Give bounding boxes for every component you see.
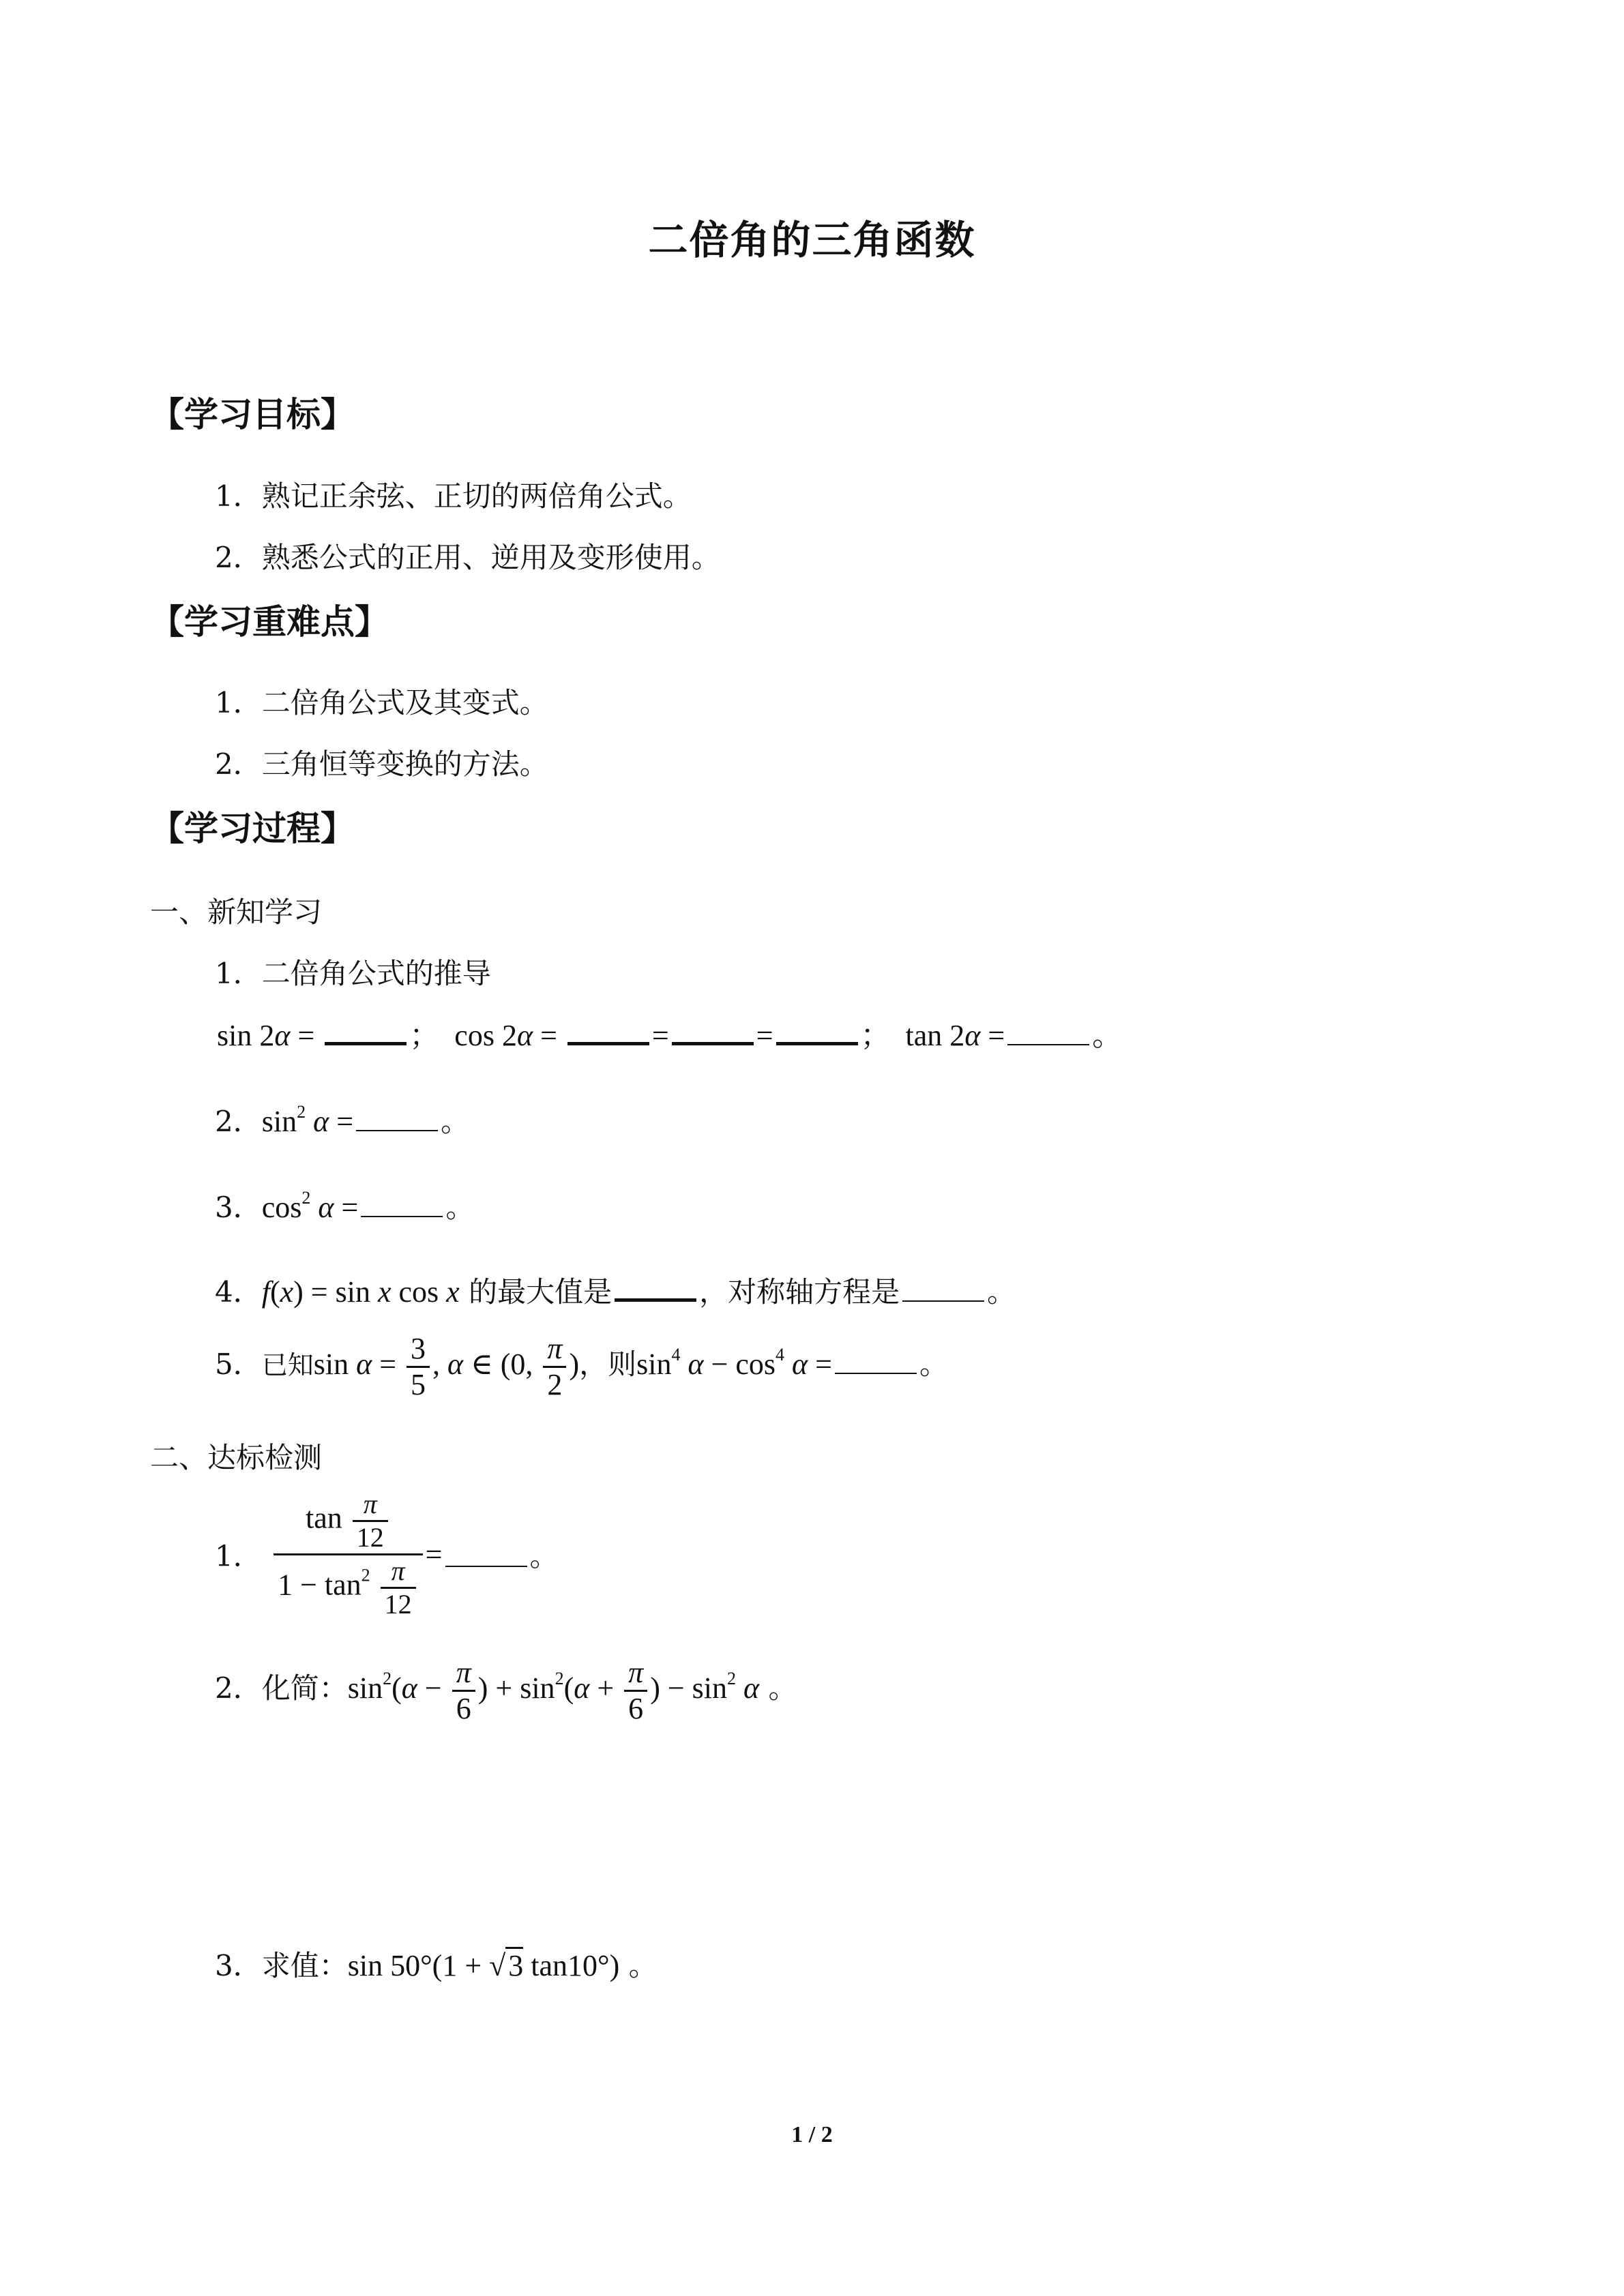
answer-blank[interactable] — [672, 1019, 754, 1045]
q2-number: 2． — [215, 1105, 262, 1138]
part1-q5: 5．已知sin α = $\frac{3}{5}$ , α ∈ (0, $\frac{\pi}{2}$ )，则$\sin^4 \alpha - \cos^4 \alpha$ = 。 — [215, 1332, 948, 1402]
answer-blank[interactable] — [361, 1193, 443, 1217]
goal-item-1: 1．熟记正余弦、正切的两倍角公式。 — [215, 479, 692, 513]
answer-blank[interactable] — [615, 1275, 696, 1302]
section-heading-process: 【学习过程】 — [150, 809, 355, 848]
page-title: 二倍角的三角函数 — [648, 217, 976, 263]
q5-mid-text: ，则 — [579, 1347, 637, 1381]
section-heading-goals: 【学习目标】 — [150, 395, 355, 434]
answer-blank[interactable] — [567, 1019, 649, 1045]
part1-heading: 一、新知学习 — [150, 895, 323, 929]
section-heading-key-points: 【学习重难点】 — [150, 602, 389, 642]
key-point-item-1: 1．二倍角公式及其变式。 — [215, 686, 548, 719]
p2-q3-label: 3．求值： — [215, 1949, 348, 1982]
answer-blank[interactable] — [356, 1107, 438, 1131]
answer-blank[interactable] — [902, 1277, 984, 1302]
p2-q1-number: 1． — [215, 1539, 262, 1573]
answer-blank[interactable] — [1007, 1021, 1089, 1045]
part2-q1: 1． tan $\frac{\pi}{12}$ $1 - \tan^2$ $\frac{\pi}{12}$ = 。 — [215, 1489, 559, 1620]
part1-q4: 4．f(x) = sin x cos x 的最大值是 ，对称轴方程是 。 — [215, 1275, 1016, 1309]
part1-q2: 2．$\sin^2 \alpha$ = 。 — [215, 1102, 470, 1138]
part1-q3: 3．$\cos^2 \alpha$ = 。 — [215, 1188, 475, 1224]
goal-item-2: 2．熟悉公式的正用、逆用及变形使用。 — [215, 541, 720, 574]
key-point-item-2: 2．三角恒等变换的方法。 — [215, 747, 548, 781]
part2-heading: 二、达标检测 — [150, 1441, 323, 1474]
q4-number: 4． — [215, 1275, 262, 1309]
answer-blank[interactable] — [445, 1542, 527, 1567]
part2-q2: 2．化简：$\sin^2(\alpha$ − $\frac{\pi}{6}$ ) + $\sin^2(\alpha$ + $\frac{\pi}{6}$ ) − $\sin^2 \alpha$ 。 — [215, 1656, 797, 1726]
q4-text-max: 的最大值是 — [469, 1275, 612, 1309]
answer-blank[interactable] — [776, 1019, 858, 1045]
double-angle-formula-row: sin 2α = ； cos 2α = = = ； tan 2α = 。 — [217, 1019, 1123, 1052]
q5-prefix: 已知 — [261, 1350, 314, 1380]
part1-q1-label: 1．二倍角公式的推导 — [215, 957, 491, 990]
part2-q3: 3．求值：sin 50°(1 + √3 tan10°) 。 — [215, 1943, 658, 1984]
q3-number: 3． — [215, 1191, 262, 1224]
answer-blank[interactable] — [325, 1019, 407, 1045]
q5-number: 5． — [215, 1347, 262, 1381]
page-number: 1 / 2 — [791, 2122, 833, 2147]
p2-q2-label: 2．化简： — [215, 1671, 348, 1705]
answer-blank[interactable] — [835, 1350, 917, 1374]
q4-text-axis: ，对称轴方程是 — [699, 1275, 900, 1309]
